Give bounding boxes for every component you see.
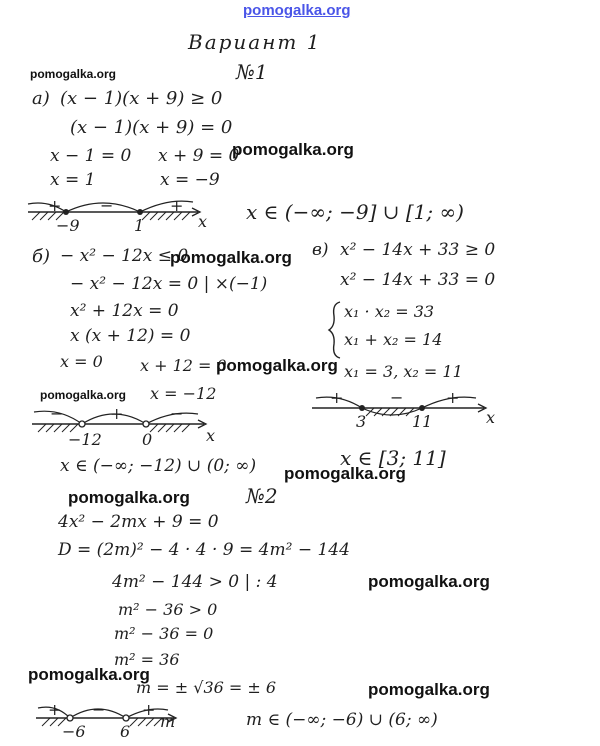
part-b-line2: − x² − 12x = 0 | ×(−1) (70, 274, 268, 294)
part-b-line1: − x² − 12x ≤ 0 (60, 246, 189, 266)
watermark-3: pomogalka.org (170, 248, 292, 267)
part-v-line2: x² − 14x + 33 = 0 (340, 270, 496, 290)
part-a-root2: x = −9 (160, 170, 220, 190)
problem2-sign-plus-left: + (48, 700, 62, 719)
part-v-sign-plus-right: + (446, 388, 460, 407)
problem2-line7: m = ± √36 = ± 6 (136, 678, 277, 697)
problem-1-number: №1 (236, 60, 268, 84)
part-a-axis-var: x (198, 212, 208, 231)
watermark-4: pomogalka.org (216, 356, 338, 375)
watermark-8: pomogalka.org (368, 572, 490, 591)
watermark-top: pomogalka.org (243, 2, 351, 19)
part-v-sign-minus: − (390, 388, 404, 407)
problem2-sign-minus: − (92, 700, 106, 719)
part-v-roots: x₁ = 3, x₂ = 11 (344, 362, 463, 381)
system-brace (328, 300, 342, 360)
part-v-line1: x² − 14x + 33 ≥ 0 (340, 240, 496, 260)
part-b-answer: x ∈ (−∞; −12) ∪ (0; ∞) (60, 456, 257, 476)
watermark-2: pomogalka.org (232, 140, 354, 159)
part-b-sign-plus: + (110, 404, 124, 423)
part-v-tick1: 3 (356, 412, 367, 431)
problem2-tick1: −6 (62, 722, 86, 741)
part-a-sign-plus-left: + (48, 196, 62, 215)
part-b-line4: x (x + 12) = 0 (70, 326, 191, 346)
problem2-line5: m² − 36 = 0 (114, 624, 214, 643)
part-b-sign-minus-right: − (170, 404, 184, 423)
watermark-1: pomogalka.org (30, 67, 117, 81)
part-a-eq1: x − 1 = 0 (50, 146, 132, 166)
part-a-sign-plus-right: + (170, 196, 184, 215)
watermark-6: pomogalka.org (284, 464, 406, 483)
problem2-line2: D = (2m)² − 4 · 4 · 9 = 4m² − 144 (58, 540, 350, 560)
part-b-label: б) (32, 246, 51, 267)
part-a-eq2: x + 9 = 0 (158, 146, 240, 166)
part-b-root2a: x + 12 = 0 (140, 356, 227, 375)
part-a-answer: x ∈ (−∞; −9] ∪ [1; ∞) (246, 200, 464, 224)
problem2-tick2: 6 (120, 722, 131, 741)
part-b-tick2: 0 (142, 430, 153, 449)
part-a-label: а) (32, 88, 50, 109)
problem2-answer: m ∈ (−∞; −6) ∪ (6; ∞) (246, 710, 438, 730)
part-a-line1: (x − 1)(x + 9) ≥ 0 (60, 88, 223, 109)
part-v-answer: x ∈ [3; 11] (340, 446, 446, 470)
problem2-sign-plus-right: + (142, 700, 156, 719)
part-a-sign-minus: − (100, 196, 114, 215)
part-a-tick2: 1 (134, 216, 145, 235)
part-b-line3: x² + 12x = 0 (70, 301, 179, 321)
variant-title: Вариант 1 (188, 30, 322, 54)
watermark-5: pomogalka.org (40, 388, 127, 402)
problem2-line1: 4x² − 2mx + 9 = 0 (58, 512, 219, 532)
part-b-root2b: x = −12 (150, 384, 217, 403)
watermark-9: pomogalka.org (28, 665, 150, 684)
watermark-7: pomogalka.org (68, 488, 190, 507)
watermark-10: pomogalka.org (368, 680, 490, 699)
part-b-axis-var: x (206, 426, 216, 445)
problem2-axis-var: m (160, 712, 176, 731)
part-b-tick1: −12 (68, 430, 102, 449)
part-b-sign-minus-left: − (50, 404, 64, 423)
part-v-sign-plus-left: + (330, 388, 344, 407)
part-v-label: в) (312, 240, 329, 260)
part-a-tick1: −9 (56, 216, 80, 235)
problem2-line6: m² = 36 (114, 650, 180, 669)
problem2-line3: 4m² − 144 > 0 | : 4 (112, 572, 278, 592)
part-v-axis-var: x (486, 408, 496, 427)
part-a-line2: (x − 1)(x + 9) = 0 (70, 117, 233, 138)
problem2-line4: m² − 36 > 0 (118, 600, 218, 619)
part-v-tick2: 11 (412, 412, 433, 431)
part-v-sys2: x₁ + x₂ = 14 (344, 330, 443, 349)
part-v-sys1: x₁ · x₂ = 33 (344, 302, 435, 321)
part-b-root1: x = 0 (60, 352, 103, 371)
part-a-root1: x = 1 (50, 170, 96, 190)
problem-2-number: №2 (246, 484, 278, 508)
